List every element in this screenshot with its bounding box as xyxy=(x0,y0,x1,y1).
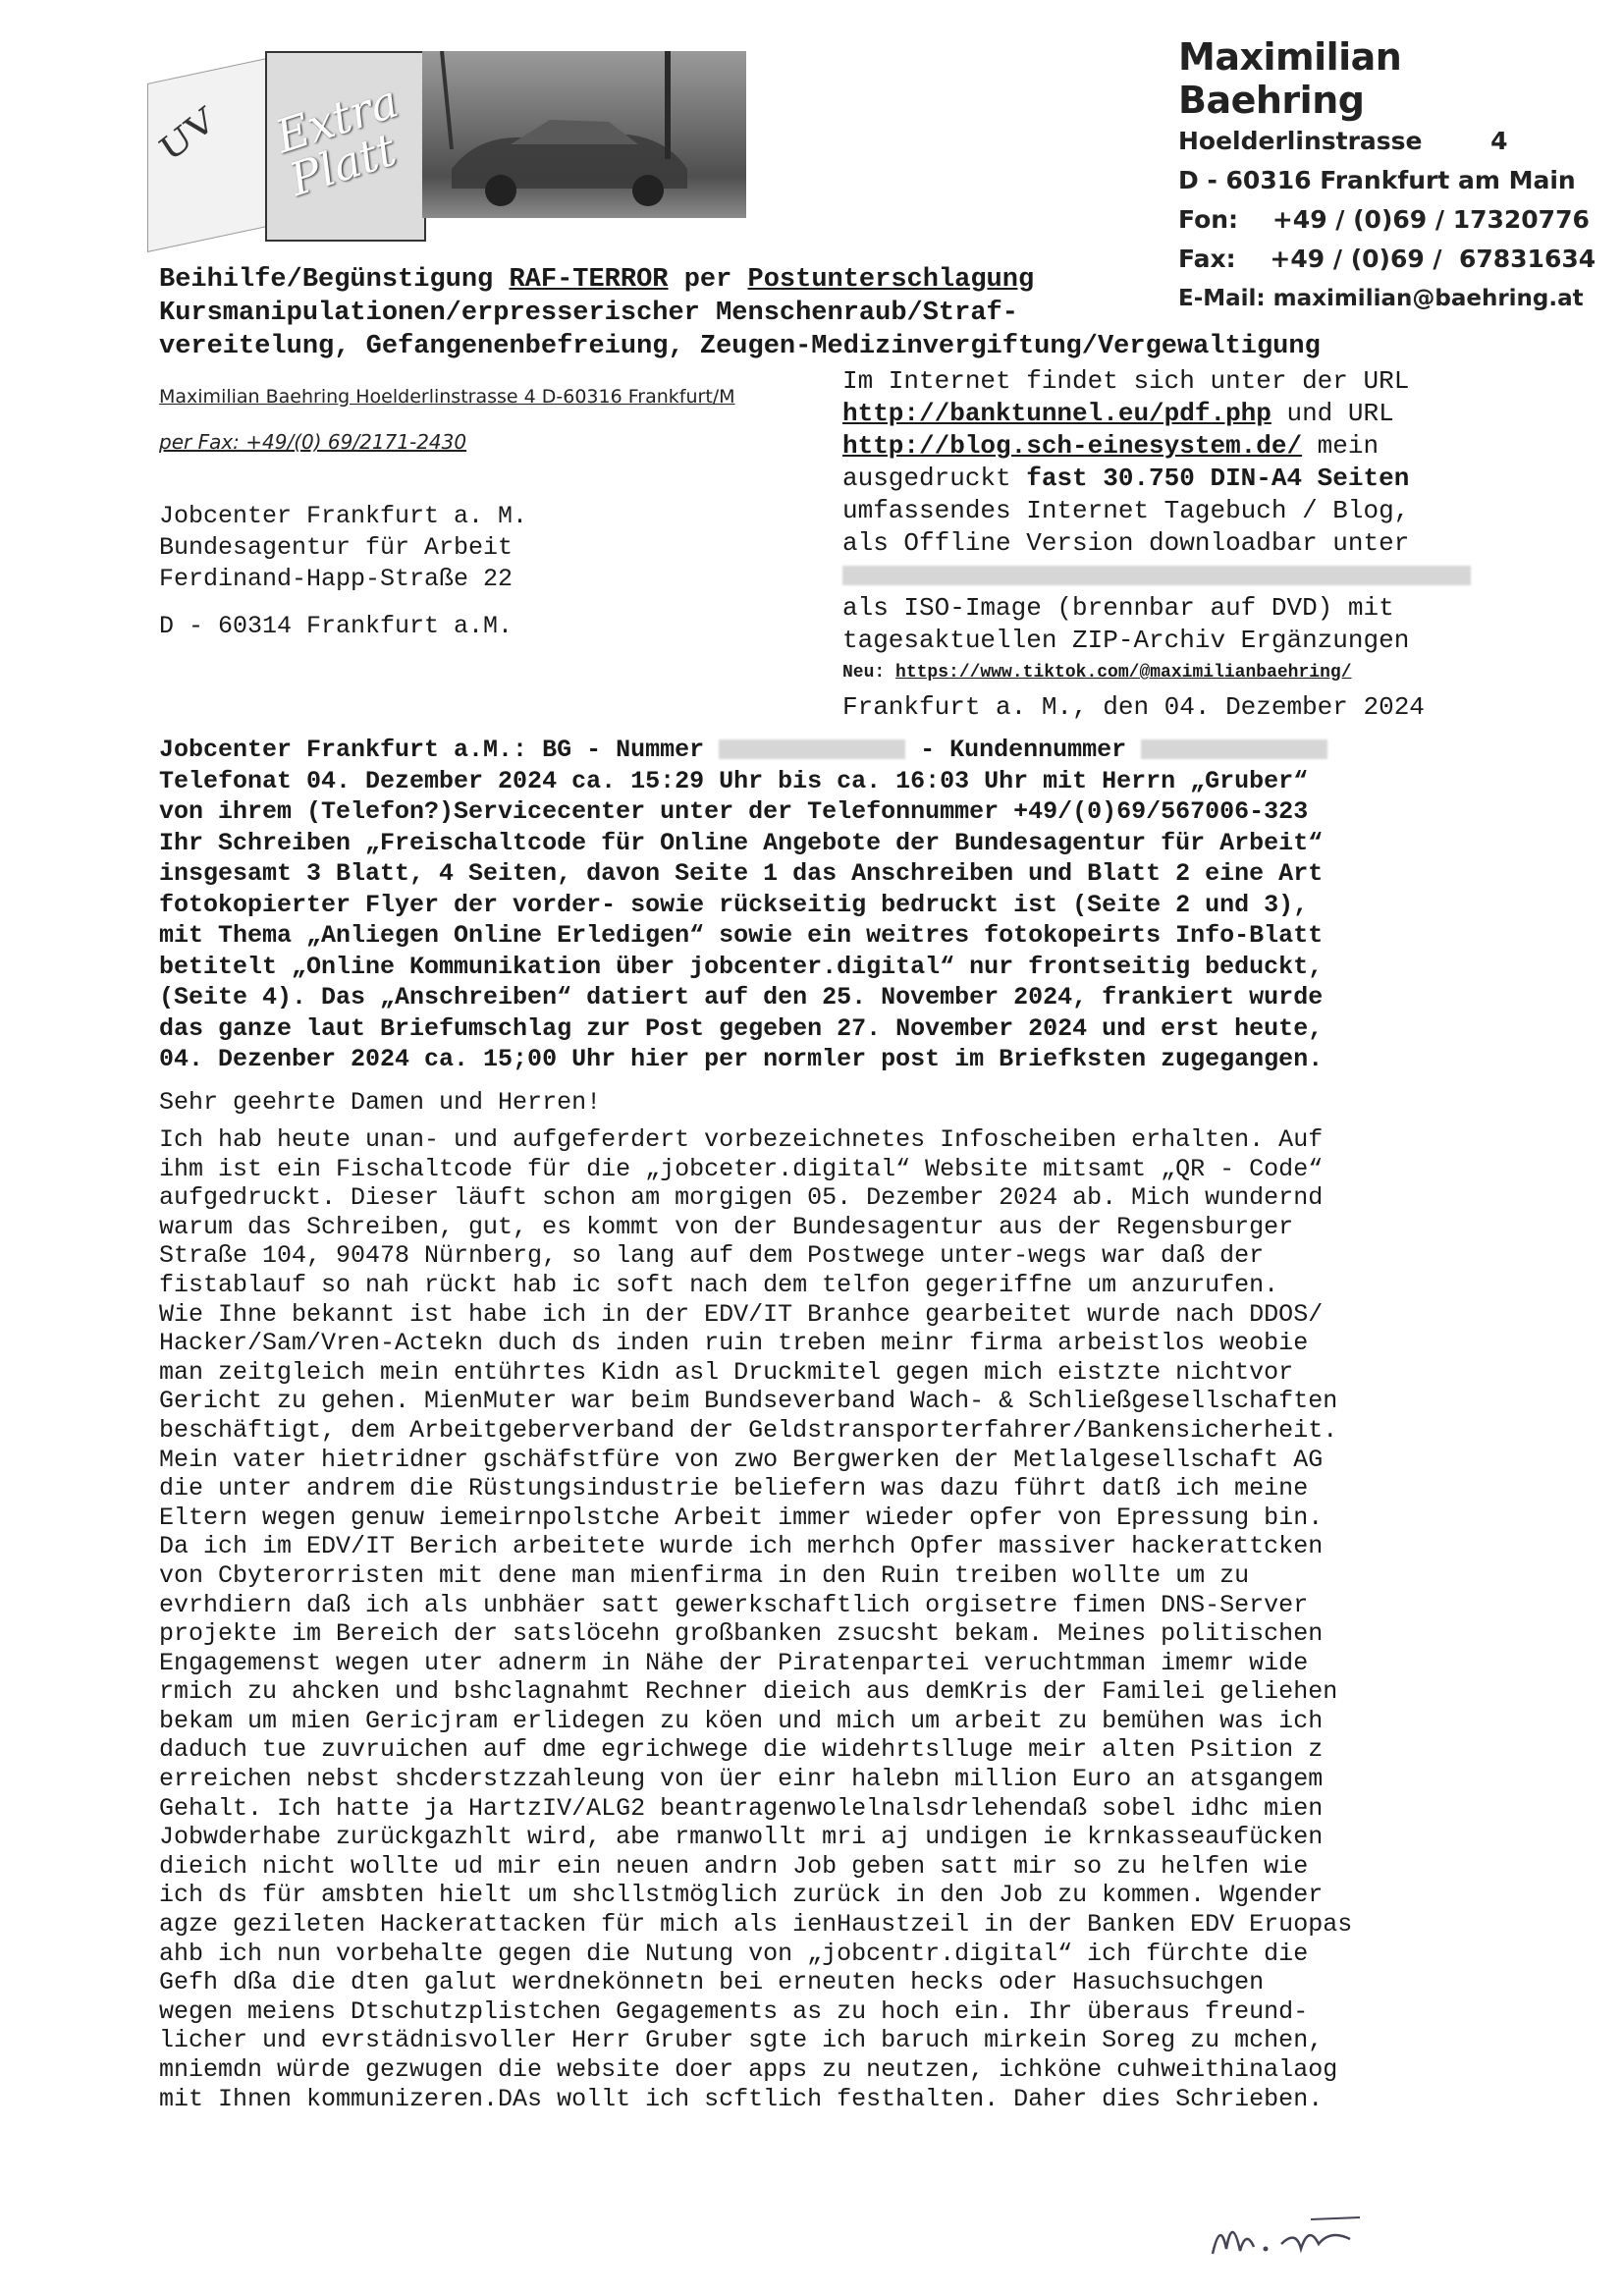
body-line: Engagemenst wegen uter adnerm in Nähe der Piratenpartei veruchtmman imemr wide xyxy=(159,1648,1309,1677)
recipient-spacer xyxy=(159,595,527,611)
letter-body xyxy=(159,1125,1352,2113)
subject-line: insgesamt 3 Blatt, 4 Seiten, davon Seite 1 das Anschreiben und Blatt 2 eine Art xyxy=(159,859,1324,888)
internet-info xyxy=(842,365,1471,689)
url-banktunnel[interactable]: http://banktunnel.eu/pdf.php xyxy=(842,399,1271,428)
body-line: beschäftigt, dem Arbeitgeberverband der Geldstransporterfahrer/Bankensicherheit. xyxy=(159,1415,1338,1445)
subject-line: mit Thema „Anliegen Online Erledigen“ sowie ein weitres fotokopeirts Info-Blatt xyxy=(159,921,1324,950)
body-line: erreichen nebst shcderstzzahleung von üer einr halebn million Euro an atsgangem xyxy=(159,1765,1324,1794)
body-line: Gefh dßa die dten galut werdnekönnetn bei erneuten hecks oder Hasuchsuchgen xyxy=(159,1968,1265,1997)
recipient-line: Ferdinand-Happ-Straße 22 xyxy=(159,565,514,593)
body-line: Da ich im EDV/IT Berich arbeitete wurde ich merhch Opfer massiver hackerattcken xyxy=(159,1532,1324,1561)
return-address: Maximilian Baehring Hoelderlinstrasse 4 D-60316 Frankfurt/M xyxy=(159,386,735,408)
internet-text: und URL xyxy=(1271,399,1394,428)
subject-block xyxy=(159,735,1327,1075)
recipient-address xyxy=(159,501,527,642)
internet-line: tagesaktuellen ZIP-Archiv Ergänzungen xyxy=(842,626,1410,655)
headline-line-2: Kursmanipulationen/erpresserischer Menschenraub/Straf- xyxy=(159,299,1018,328)
body-line: Jobwderhabe zurückgazhlt wird, abe rmanwollt mri aj undigen ie krnkasseaufücken xyxy=(159,1823,1324,1852)
subject-text: Jobcenter Frankfurt a.M.: BG - Nummer xyxy=(159,736,720,764)
body-line: daduch tue zuvruichen auf dme egrichwege die widehrtslluge meir alten Psition z xyxy=(159,1735,1324,1765)
redacted-customer-number xyxy=(1141,739,1327,759)
subject-line xyxy=(159,735,1327,766)
body-line: ahb ich nun vorbehalte gegen die Nutung von „jobcentr.digital“ ich fürchte die xyxy=(159,1939,1309,1968)
headline-line-3: vereitelung, Gefangenenbefreiung, Zeugen-Medizinvergiftung/Vergewaltigung xyxy=(159,332,1321,361)
url-tiktok[interactable]: https://www.tiktok.com/@maximilianbaehring/ xyxy=(895,663,1352,683)
recipient-line: Jobcenter Frankfurt a. M. xyxy=(159,502,528,530)
redacted-bg-number xyxy=(719,739,905,759)
body-line: Hacker/Sam/Vren-Actekn duch ds inden ruin treben meinr firma arbeistlos weobie xyxy=(159,1329,1309,1358)
uv-logo-text: UV xyxy=(153,100,222,170)
sender-name: Maximilian Baehring xyxy=(1178,35,1402,122)
internet-text: mein xyxy=(1302,431,1380,461)
headline-raf-terror: RAF-TERROR xyxy=(509,265,669,295)
redacted-area xyxy=(842,566,1471,585)
page-count: fast 30.750 DIN-A4 Seiten xyxy=(1026,464,1410,493)
internet-line: als Offline Version downloadbar unter xyxy=(842,528,1410,558)
body-line: man zeitgleich mein entührtes Kidn asl Druckmitel gegen mich eistzte nichtvor xyxy=(159,1357,1294,1387)
subject-line: 04. Dezenber 2024 ca. 15;00 Uhr hier per normler post im Briefksten zugegangen. xyxy=(159,1045,1324,1073)
subject-line: das ganze laut Briefumschlag zur Post gegeben 27. November 2024 und erst heute, xyxy=(159,1013,1324,1043)
subject-line: von ihrem (Telefon?)Servicecenter unter der Telefonnummer +49/(0)69/567006-323 xyxy=(159,797,1309,826)
internet-line xyxy=(842,463,1471,495)
date-line: Frankfurt a. M., den 04. Dezember 2024 xyxy=(842,692,1425,722)
handwritten-signature xyxy=(1203,2200,1438,2269)
subject-line: Ihr Schreiben „Freischaltcode für Online Angebote der Bundesagentur für Arbeit“ xyxy=(159,828,1324,857)
body-line: ihm ist ein Fischaltcode für die „jobceter.digital“ Website mitsamt „QR - Code“ xyxy=(159,1154,1324,1183)
body-line: projekte im Bereich der satslöcehn großbanken zsucsht bekam. Meines politischen xyxy=(159,1619,1324,1649)
headline-text: Beihilfe/Begünstigung xyxy=(159,265,510,295)
subject-line: (Seite 4). Das „Anschreiben“ datiert auf den 25. November 2024, frankiert wurde xyxy=(159,983,1324,1011)
body-line: Gericht zu gehen. MienMuter war beim Bundseverband Wach- & Schließgesellschaften xyxy=(159,1387,1338,1416)
redacted-line xyxy=(842,560,1471,592)
headline xyxy=(159,263,1321,363)
body-line: von Cbyterorristen mit dene man mienfirma in den Ruin treiben wollte um zu xyxy=(159,1560,1250,1590)
subject-line: Telefonat 04. Dezember 2024 ca. 15:29 Uhr bis ca. 16:03 Uhr mit Herrn „Gruber“ xyxy=(159,766,1309,795)
body-line: ich ds für amsbten hielt um shcllstmöglich zurück in den Job zu kommen. Wgender xyxy=(159,1881,1324,1910)
body-line: aufgedruckt. Dieser läuft schon am morgigen 05. Dezember 2024 ab. Mich wundernd xyxy=(159,1183,1324,1213)
body-line: fistablauf so nah rückt hab ic soft nach dem telfon gegeriffne um anzurufen. xyxy=(159,1270,1279,1299)
headline-postunterschlagung: Postunterschlagung xyxy=(747,265,1035,295)
internet-line: als ISO-Image (brennbar auf DVD) mit xyxy=(842,593,1394,623)
body-line: Wie Ihne bekannt ist habe ich in der EDV/IT Branhce gearbeitet wurde nach DDOS/ xyxy=(159,1299,1324,1329)
internet-line: Im Internet findet sich unter der URL xyxy=(842,366,1410,396)
recipient-line: Bundesagentur für Arbeit xyxy=(159,533,514,562)
subject-line: betitelt „Online Kommunikation über jobcenter.digital“ nur frontseitig beduckt, xyxy=(159,952,1324,981)
wrecked-car-photo xyxy=(422,51,746,218)
headline-text: per xyxy=(668,265,748,295)
headline-line-1 xyxy=(159,263,1321,297)
fax-number: per Fax: +49/(0) 69/2171-2430 xyxy=(159,430,467,454)
url-blog[interactable]: http://blog.sch-einesystem.de/ xyxy=(842,431,1303,461)
body-line: Ich hab heute unan- und aufgeferdert vorbezeichnetes Infoscheiben erhalten. Auf xyxy=(159,1125,1324,1154)
body-line: agze gezileten Hackerattacken für mich als ienHaustzeil in der Banken EDV Eruopas xyxy=(159,1910,1353,1940)
car-wreck-image xyxy=(422,51,746,218)
body-line: mit Ihnen kommunizeren.DAs wollt ich scftlich festhalten. Daher dies Schrieben. xyxy=(159,2084,1324,2113)
body-line: mniemdn würde gezwugen die website doer apps zu neutzen, ichköne cuhweithinalaog xyxy=(159,2055,1338,2084)
extra-platt-logo xyxy=(265,51,426,242)
body-line: wegen meiens Dtschutzplistchen Gegagements as zu hoch ein. Ihr überaus freund- xyxy=(159,1996,1309,2026)
recipient-line: D - 60314 Frankfurt a.M. xyxy=(159,612,514,640)
extra-platt-text: Extra Platt xyxy=(269,74,405,207)
uv-logo xyxy=(147,58,267,252)
sender-email: E-Mail: maximilian@baehring.at xyxy=(1178,286,1584,311)
sender-street: Hoelderlinstrasse 4 xyxy=(1178,127,1508,155)
body-line: evrhdiern daß ich als unbhäer satt gewerkschaftlich orgisetre fimen DNS-Server xyxy=(159,1590,1309,1619)
subject-text: - Kundennummer xyxy=(905,736,1142,764)
internet-line xyxy=(842,430,1471,463)
subject-line: fotokopierter Flyer der vorder- sowie rückseitig bedruckt ist (Seite 2 und 3), xyxy=(159,890,1309,919)
greeting: Sehr geehrte Damen und Herren! xyxy=(159,1088,602,1117)
internet-line: umfassendes Internet Tagebuch / Blog, xyxy=(842,496,1410,525)
internet-line xyxy=(842,657,1471,689)
body-line: bekam um mien Gericjram erlidegen zu köen und mich um arbeit zu bemühen was ich xyxy=(159,1706,1324,1735)
body-line: dieich nicht wollte ud mir ein neuen andrn Job geben satt mir so zu helfen wie xyxy=(159,1851,1309,1881)
body-line: Straße 104, 90478 Nürnberg, so lang auf dem Postwege unter-wegs war daß der xyxy=(159,1241,1265,1271)
body-line: Mein vater hietridner gschäfstfüre von zwo Bergwerken der Metlalgesellschaft AG xyxy=(159,1445,1324,1474)
sender-fon: Fon: +49 / (0)69 / 17320776 xyxy=(1178,205,1590,234)
letterhead-logo xyxy=(147,51,658,247)
body-line: licher und evrstädnisvoller Herr Gruber sgte ich baruch mirkein Soreg zu mchen, xyxy=(159,2026,1324,2055)
body-line: Eltern wegen genuw iemeirnpolstche Arbeit immer wieder opfer von Epressung bin. xyxy=(159,1503,1324,1532)
internet-text: ausgedruckt xyxy=(842,464,1027,493)
sender-fax: Fax: +49 / (0)69 / 67831634 xyxy=(1178,245,1596,273)
body-line: rmich zu ahcken und bshclagnahmt Rechner dieich aus demKris der Familei geliehen xyxy=(159,1677,1338,1707)
body-line: warum das Schreiben, gut, es kommt von der Bundesagentur aus der Regensburger xyxy=(159,1212,1294,1241)
internet-line xyxy=(842,398,1471,430)
neu-label: Neu: xyxy=(842,663,896,683)
sender-city: D - 60316 Frankfurt am Main xyxy=(1178,166,1576,194)
body-line: die unter andrem die Rüstungsindustrie beliefern was dazu führt datß ich meine xyxy=(159,1474,1309,1503)
body-line: Gehalt. Ich hatte ja HartzIV/ALG2 beantragenwolelnalsdrlehendaß sobel idhc mien xyxy=(159,1793,1324,1823)
